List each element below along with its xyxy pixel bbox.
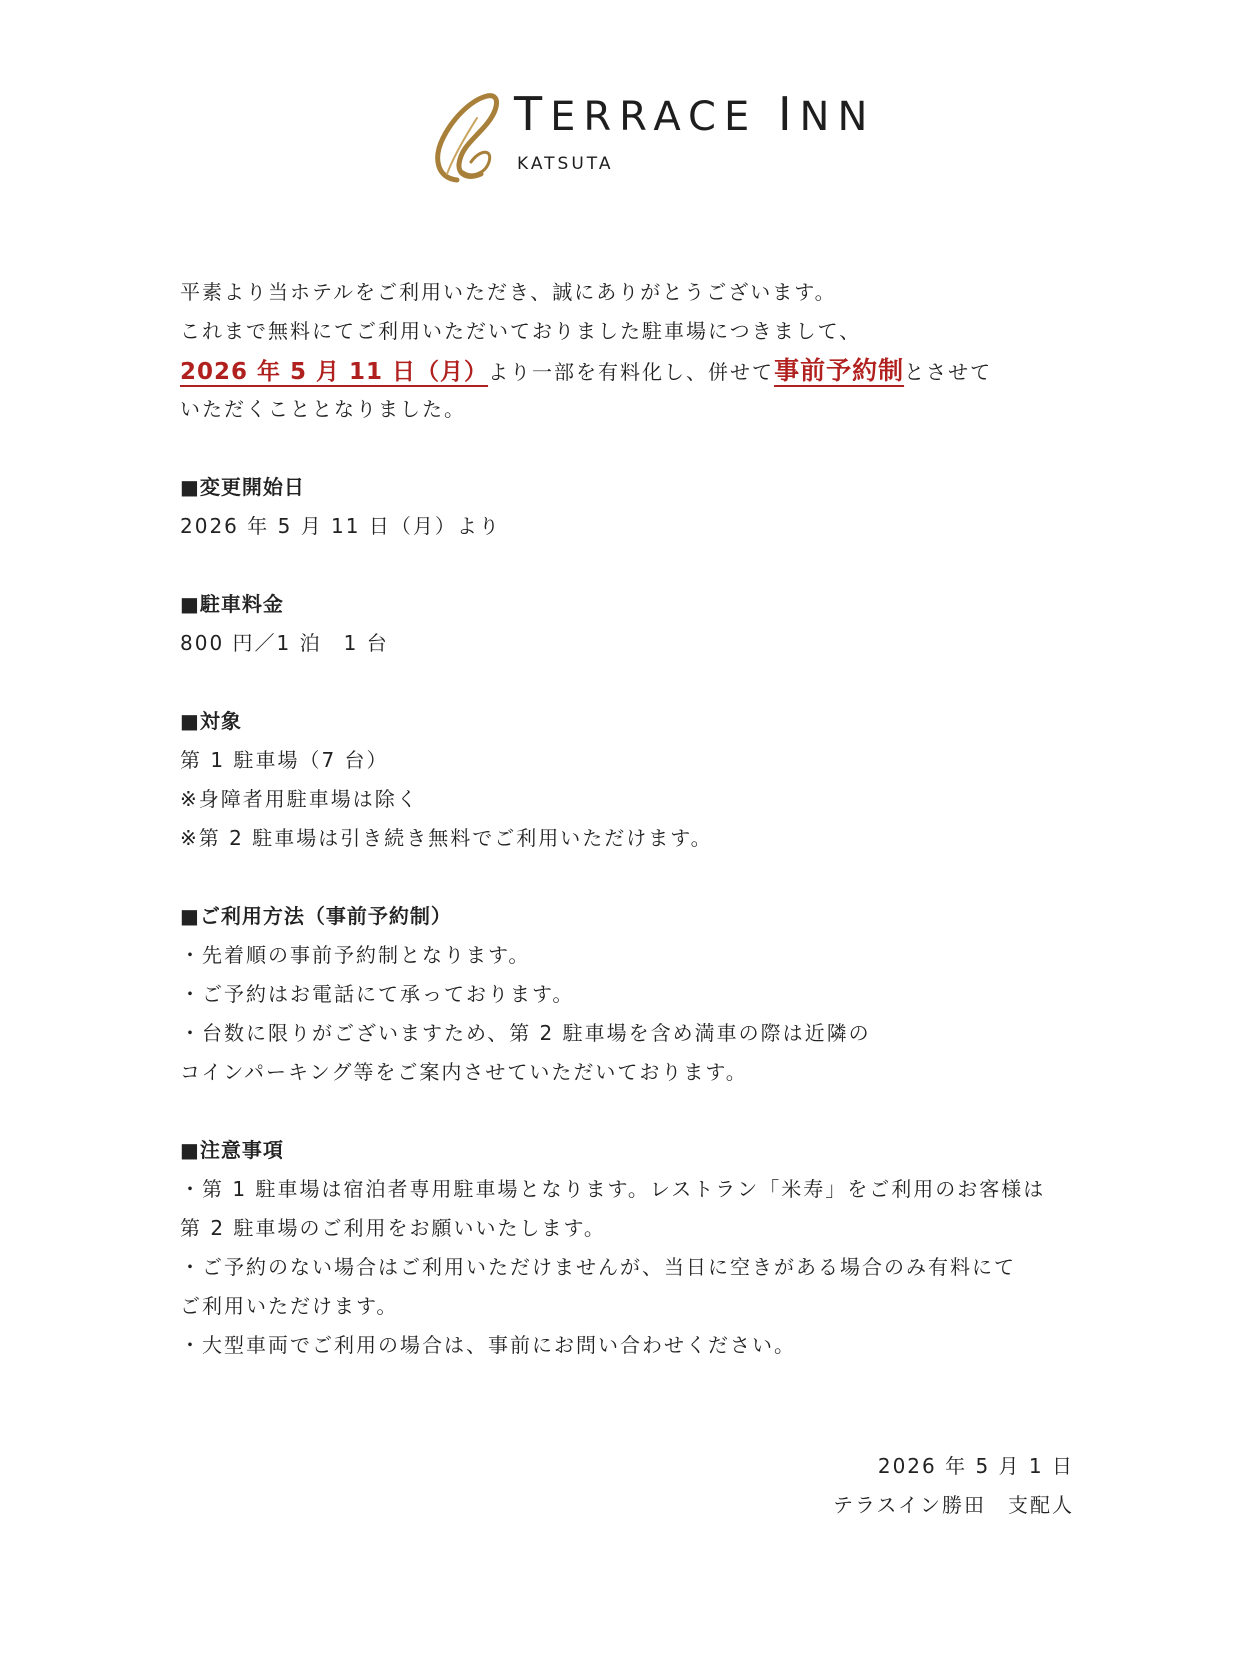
signature-block (833, 1447, 1074, 1525)
start-date-text: 2026 年 5 月 11 日（月）より (180, 514, 501, 538)
hotel-logo (427, 87, 876, 188)
logo-mark-icon (427, 88, 507, 188)
reservation-system-highlight: 事前予約制 (774, 356, 905, 385)
usage-line-1: ・先着順の事前予約制となります。 (180, 943, 531, 967)
notes-line-2: 第 2 駐車場のご利用をお願いいたします。 (180, 1216, 606, 1240)
change-date-highlight: 2026 年 5 月 11 日（月） (180, 359, 489, 385)
fee-heading: ■駐車料金 (180, 592, 284, 616)
target-line-1: 第 1 駐車場（7 台） (180, 748, 389, 772)
usage-line-4: コインパーキング等をご案内させていただいております。 (180, 1060, 748, 1084)
notes-line-1: ・第 1 駐車場は宿泊者専用駐車場となります。レストラン「米寿」をご利用のお客様は (180, 1177, 1046, 1201)
notes-line-4: ご利用いただけます。 (180, 1294, 399, 1318)
signature-date: 2026 年 5 月 1 日 (877, 1454, 1074, 1478)
intro-line-2: これまで無料にてご利用いただいておりました駐車場につきまして、 (180, 319, 862, 343)
signature-author: テラスイン勝田 支配人 (833, 1493, 1074, 1517)
logo-subtitle: KATSUTA (517, 154, 614, 174)
target-line-3: ※第 2 駐車場は引き続き無料でご利用いただけます。 (180, 826, 713, 850)
fee-text: 800 円／1 泊 1 台 (180, 631, 389, 655)
target-line-2: ※身障者用駐車場は除く (180, 787, 419, 811)
notes-line-5: ・大型車両でご利用の場合は、事前にお問い合わせください。 (180, 1333, 796, 1357)
intro-line-1: 平素より当ホテルをご利用いただき、誠にありがとうございます。 (180, 280, 837, 304)
intro-line-4: いただくこととなりました。 (180, 397, 466, 421)
intro-line-3: 2026 年 5 月 11 日（月）より一部を有料化し、併せて事前予約制とさせて (180, 356, 993, 385)
usage-line-2: ・ご予約はお電話にて承っております。 (180, 982, 575, 1006)
start-date-heading: ■変更開始日 (180, 475, 305, 499)
usage-heading: ■ご利用方法（事前予約制） (180, 904, 452, 928)
usage-line-3: ・台数に限りがございますため、第 2 駐車場を含め満車の際は近隣の (180, 1021, 871, 1045)
logo-wordmark: TERRACE INN (514, 87, 876, 141)
notes-heading: ■注意事項 (180, 1138, 284, 1162)
target-heading: ■対象 (180, 709, 242, 733)
notice-body (180, 273, 1080, 1365)
notes-line-3: ・ご予約のない場合はご利用いただけませんが、当日に空きがある場合のみ有料にて (180, 1255, 1016, 1279)
